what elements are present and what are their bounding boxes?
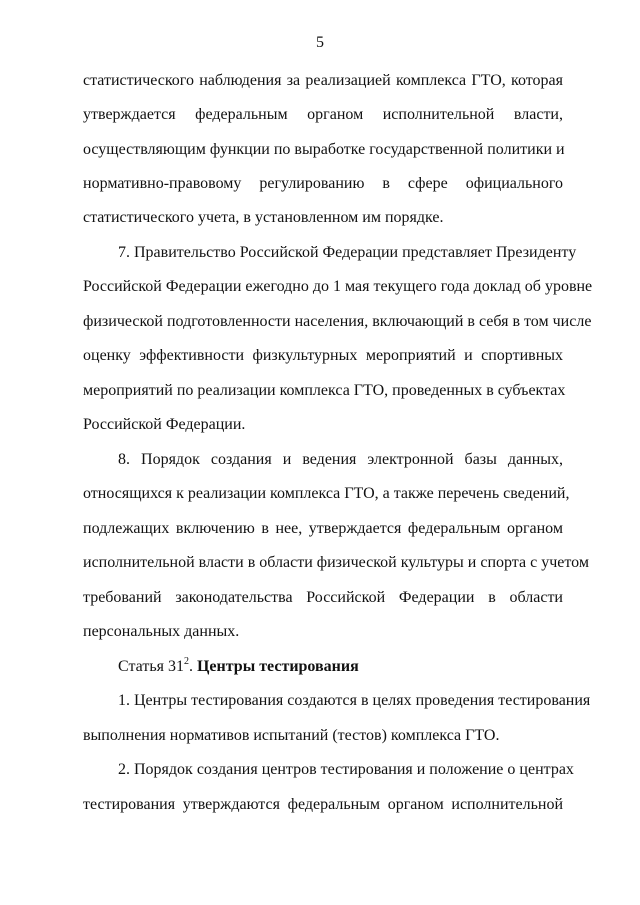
text-line: нормативно-правовому регулированию в сфере официального xyxy=(83,175,563,192)
text-line: физической подготовленности населения, включающий в себя в том числе xyxy=(83,313,592,330)
article-heading xyxy=(118,657,359,677)
paragraph-8-start: 8. Порядок создания и ведения электронной базы данных, xyxy=(118,451,563,468)
text-line: Российской Федерации ежегодно до 1 мая текущего года доклад об уровне xyxy=(83,278,593,295)
text-line: осуществляющим функции по выработке государственной политики и xyxy=(83,141,565,158)
clause-1-start: 1. Центры тестирования создаются в целях проведения тестирования xyxy=(118,692,591,709)
paragraph-7-start: 7. Правительство Российской Федерации представляет Президенту xyxy=(118,244,577,261)
text-line: требований законодательства Российской Федерации в области xyxy=(83,589,563,606)
clause-2-start: 2. Порядок создания центров тестирования и положение о центрах xyxy=(118,761,574,778)
text-line: выполнения нормативов испытаний (тестов) комплекса ГТО. xyxy=(83,727,500,744)
page-number: 5 xyxy=(316,34,324,51)
text-line: мероприятий по реализации комплекса ГТО, проведенных в субъектах xyxy=(83,382,566,399)
text-line: персональных данных. xyxy=(83,623,240,640)
text-line: подлежащих включению в нее, утверждается федеральным органом xyxy=(83,520,563,537)
text-line: исполнительной власти в области физической культуры и спорта с учетом xyxy=(83,554,589,571)
text-line: статистического учета, в установленном им порядке. xyxy=(83,209,444,226)
text-line: относящихся к реализации комплекса ГТО, а также перечень сведений, xyxy=(83,485,570,502)
text-line: Российской Федерации. xyxy=(83,416,246,433)
text-line: оценку эффективности физкультурных мероприятий и спортивных xyxy=(83,347,563,364)
article-number-dot: . xyxy=(188,658,193,675)
text-line: статистического наблюдения за реализацией комплекса ГТО, которая xyxy=(83,72,563,89)
article-superscript: 2 xyxy=(183,656,189,667)
text-line: тестирования утверждаются федеральным органом исполнительной xyxy=(83,796,563,813)
text-line: утверждается федеральным органом исполнительной власти, xyxy=(83,106,563,123)
article-title: Центры тестирования xyxy=(196,658,359,675)
article-number: Статья 31 xyxy=(118,658,184,675)
